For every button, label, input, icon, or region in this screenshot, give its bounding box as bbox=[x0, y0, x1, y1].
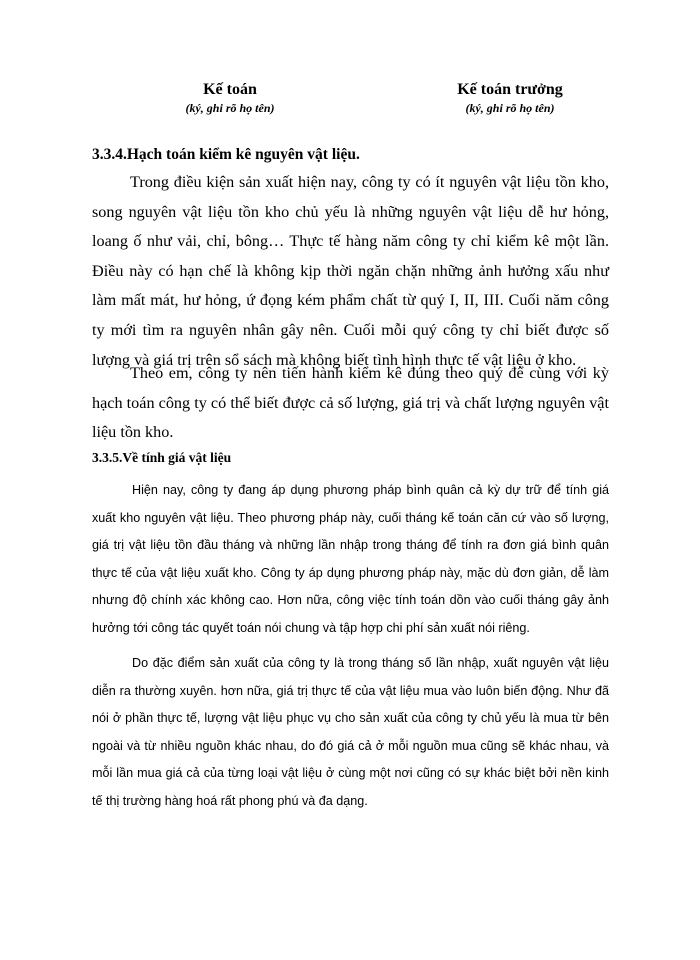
signature-title: Kế toán bbox=[203, 81, 257, 98]
body-paragraph: Theo em, công ty nên tiến hành kiểm kê đúng theo quý để cùng với kỳ hạch toán công ty có thể biết được cả số lượng, giá trị và chất lượng nguyên vật liệu tồn kho. bbox=[92, 364, 609, 442]
signature-block-accountant bbox=[130, 80, 330, 116]
signature-note: (ký, ghi rõ họ tên) bbox=[465, 101, 555, 115]
body-paragraph: Trong điều kiện sản xuất hiện nay, công ty có ít nguyên vật liệu tồn kho, song nguyên vật liệu tồn kho chủ yếu là những nguyên vật liệu dễ hư hỏng, loang ố như vải, chỉ, bông… Thực tế hàng năm công ty chỉ kiểm kê một lần. Điều này có hạn chế là không kịp thời ngăn chặn những ảnh hưởng xấu như làm mất mát, hư hỏng, ứ đọng kém phẩm chất từ quý I, II, III. Cuối năm công ty mới tìm ra nguyên nhân gây nên. Cuối mỗi quý công ty chỉ biết được số lượng và giá trị trên sổ sách mà không biết tình hình thực tế vật liệu ở kho. bbox=[92, 173, 609, 369]
signature-note: (ký, ghi rõ họ tên) bbox=[185, 101, 275, 115]
section-heading-inventory-count: 3.3.4.Hạch toán kiểm kê nguyên vật liệu. bbox=[92, 146, 360, 163]
body-paragraph: Do đặc điểm sản xuất của công ty là trong tháng số lần nhập, xuất nguyên vật liệu diễn ra thường xuyên. hơn nữa, giá trị thực tế của vật liệu mua vào luôn biến động. Như đã nói ở phần thực tế, lượng vật liệu phục vụ cho sản xuất của công ty chủ yếu là mua từ bên ngoài và từ nhiều nguồn khác nhau, do đó giá cả ở mỗi nguồn mua cũng sẽ khác nhau, và mỗi lần mua giá cả của từng loại vật liệu ở cùng một nơi cũng có sự khác biệt bởi nền kinh tế thị trường hàng hoá rất phong phú và đa dạng. bbox=[92, 656, 609, 808]
signature-title: Kế toán trưởng bbox=[457, 81, 563, 98]
body-paragraph: Hiện nay, công ty đang áp dụng phương pháp bình quân cả kỳ dự trữ để tính giá xuất kho nguyên vật liệu. Theo phương pháp này, cuối tháng kế toán căn cứ vào số lượng, giá trị vật liệu tồn đầu tháng và những lần nhập trong tháng để tính ra đơn giá bình quân thực tế của vật liệu xuất kho. Công ty áp dụng phương pháp này, mặc dù đơn giản, dễ làm nhưng độ chính xác không cao. Hơn nữa, công việc tính toán dồn vào cuối tháng gây ảnh hưởng tới công tác quyết toán nói chung và tập hợp chi phí sản xuất nói riêng. bbox=[92, 483, 609, 635]
section-heading-material-pricing: 3.3.5.Về tính giá vật liệu bbox=[92, 450, 232, 465]
signature-block-chief-accountant bbox=[410, 80, 610, 116]
